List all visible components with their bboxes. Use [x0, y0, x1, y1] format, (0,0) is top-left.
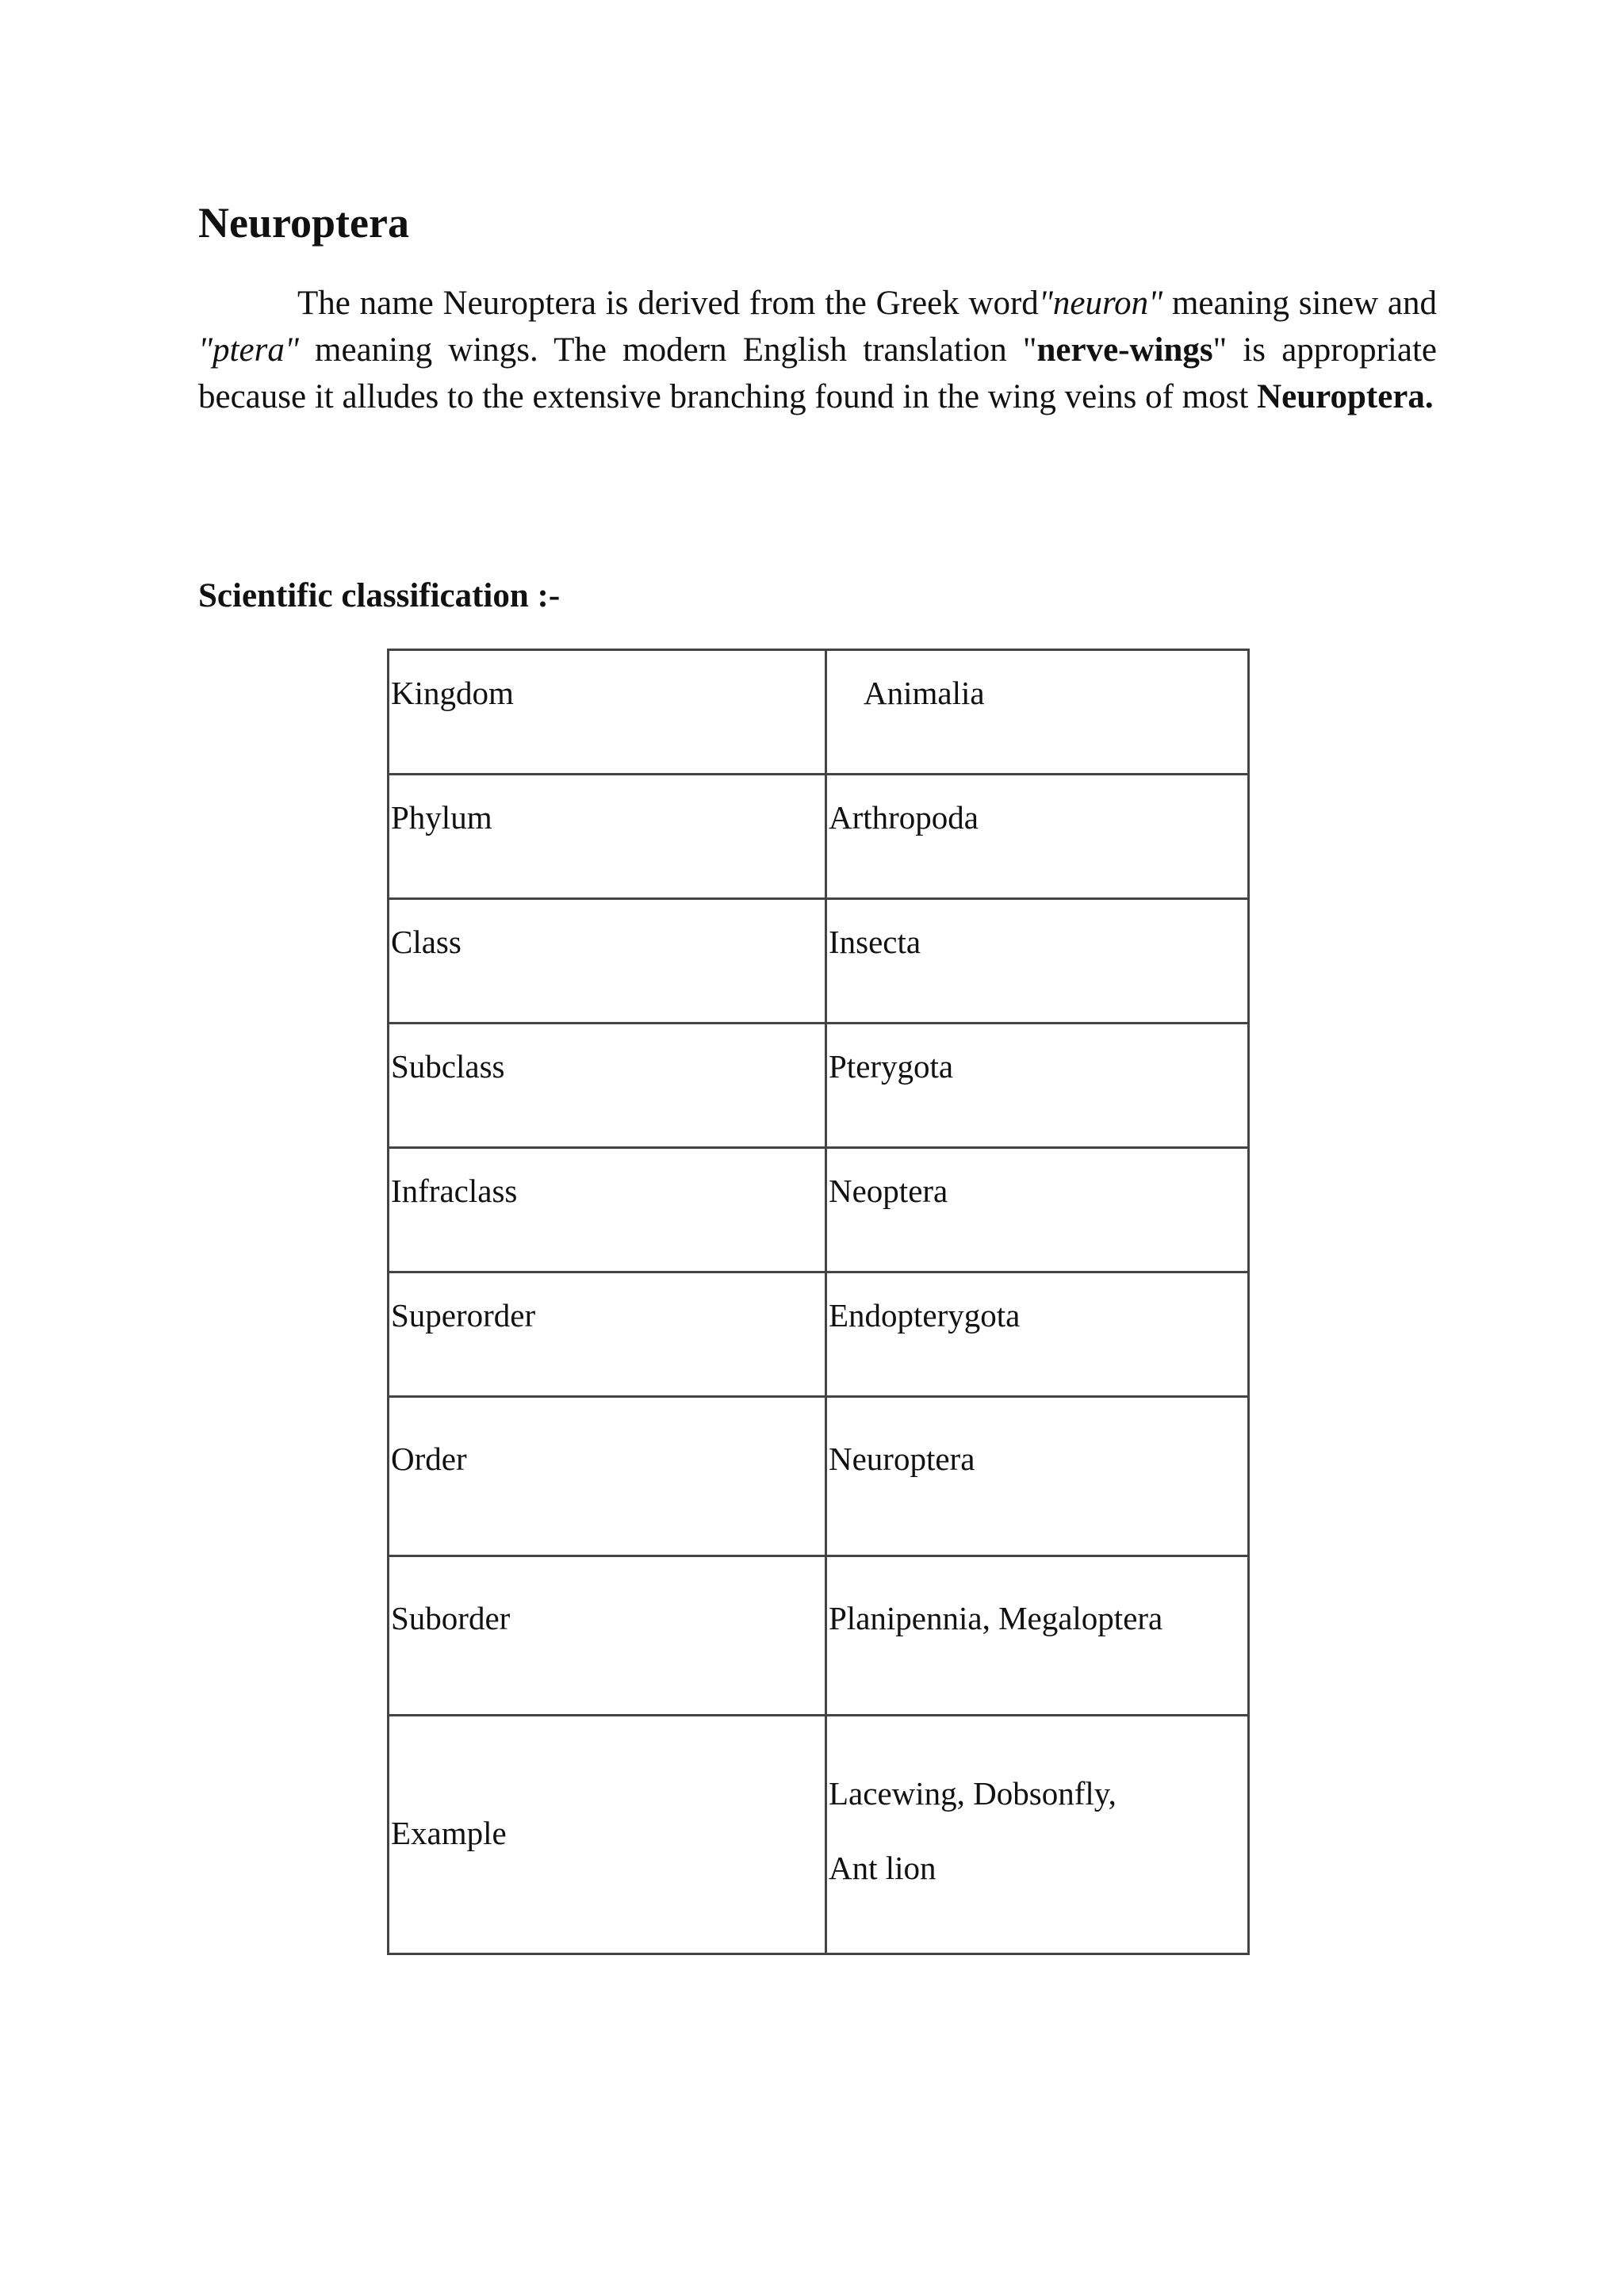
rank-cell: [389, 1024, 826, 1148]
rank-cell: [389, 650, 826, 775]
rank-value: Planipennia, Megaloptera: [829, 1600, 1163, 1636]
value-cell: [826, 1024, 1249, 1148]
rank-cell: [389, 1556, 826, 1716]
rank-value: Arthropoda: [829, 799, 979, 836]
intro-text-1: The name Neuroptera is derived from the Greek word: [297, 285, 1039, 322]
intro-paragraph: [198, 280, 1437, 420]
example-line-2: Ant lion: [829, 1850, 936, 1886]
rank-label: Kingdom: [391, 675, 514, 711]
rank-label: Phylum: [391, 799, 492, 836]
rank-label: Example: [391, 1815, 507, 1851]
value-cell: [826, 1148, 1249, 1272]
table-row: [389, 1148, 1249, 1272]
rank-cell: [389, 1716, 826, 1954]
rank-value: Pterygota: [829, 1048, 954, 1085]
intro-text-4: " is appropriate because it alludes to the extensive branching found in the wing veins of most: [198, 331, 1437, 415]
value-cell: [826, 1556, 1249, 1716]
table-row: [389, 1024, 1249, 1148]
value-cell: [826, 1272, 1249, 1397]
intro-text-2: meaning sinew and: [1162, 285, 1437, 322]
value-cell: [826, 1397, 1249, 1556]
rank-label: Superorder: [391, 1297, 536, 1334]
rank-cell: [389, 775, 826, 899]
rank-cell: [389, 899, 826, 1024]
value-cell: [826, 775, 1249, 899]
page-title: Neuroptera: [198, 199, 409, 247]
rank-label: Order: [391, 1441, 467, 1477]
rank-cell: [389, 1148, 826, 1272]
value-cell: [826, 899, 1249, 1024]
rank-label: Subclass: [391, 1048, 505, 1085]
rank-value: Endopterygota: [829, 1297, 1021, 1334]
intro-bold-nerve-wings: nerve-wings: [1036, 331, 1213, 369]
table-row: [389, 650, 1249, 775]
classification-heading: Scientific classification :-: [198, 577, 561, 614]
rank-value: Neoptera: [829, 1173, 948, 1209]
table-row: [389, 1397, 1249, 1556]
table-row: [389, 1272, 1249, 1397]
rank-value: Neuroptera: [829, 1441, 975, 1477]
value-cell: [826, 1716, 1249, 1954]
rank-label: Infraclass: [391, 1173, 518, 1209]
rank-cell: [389, 1397, 826, 1556]
table-row: [389, 1716, 1249, 1954]
rank-value: Animalia: [864, 675, 985, 711]
intro-italic-ptera: "ptera": [198, 331, 299, 369]
rank-label: Class: [391, 924, 462, 960]
intro-bold-neuroptera: Neuroptera.: [1257, 378, 1434, 415]
intro-text-3: meaning wings. The modern English translation ": [298, 331, 1037, 369]
example-value: [829, 1716, 1247, 1905]
table-row: [389, 775, 1249, 899]
rank-cell: [389, 1272, 826, 1397]
example-line-1: Lacewing, Dobsonfly,: [829, 1775, 1116, 1812]
table-row: [389, 899, 1249, 1024]
intro-italic-neuron: "neuron": [1038, 285, 1163, 322]
classification-table: [387, 649, 1250, 1955]
value-cell: [826, 650, 1249, 775]
rank-value: Insecta: [829, 924, 921, 960]
rank-label: Suborder: [391, 1600, 511, 1636]
table-row: [389, 1556, 1249, 1716]
